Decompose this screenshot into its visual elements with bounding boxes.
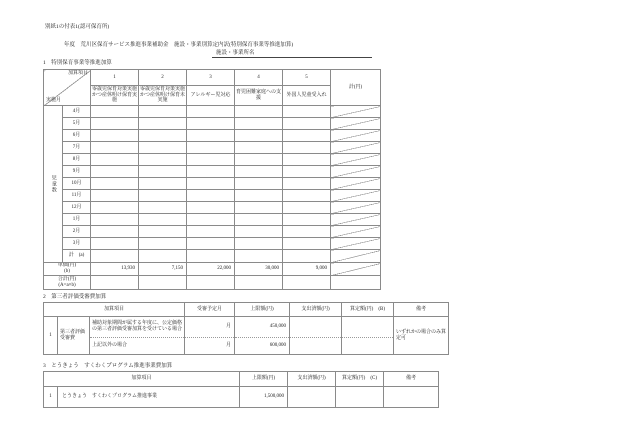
month-label-cell: 11月 xyxy=(63,190,91,202)
column-name-cell: 外国人児童受入れ xyxy=(283,86,331,106)
unit-price-sub: (b) xyxy=(64,269,70,274)
value-cell xyxy=(235,178,283,190)
note-header: 備考 xyxy=(384,372,439,387)
value-cell xyxy=(235,202,283,214)
month-row xyxy=(44,190,381,202)
subtotal-label-cell: 計 (a) xyxy=(63,250,91,263)
value-cell xyxy=(235,238,283,250)
value-cell xyxy=(91,130,139,142)
month-row xyxy=(44,118,381,130)
value-cell xyxy=(187,178,235,190)
grand-total-sub: (A=a×b) xyxy=(58,282,76,288)
value-cell xyxy=(91,142,139,154)
unit-price-value: 13,930 xyxy=(91,263,139,276)
row-group-label: 児童数 xyxy=(44,106,63,263)
value-cell xyxy=(331,276,381,290)
paid-value-cell xyxy=(290,317,342,338)
value-cell xyxy=(139,142,187,154)
value-cell xyxy=(283,166,331,178)
value-cell xyxy=(283,118,331,130)
paid-header: 支出済額(円) xyxy=(290,303,342,317)
value-cell xyxy=(139,202,187,214)
slash-cell xyxy=(331,238,381,250)
slash-cell xyxy=(331,106,381,118)
total-column-header: 計(円) xyxy=(331,70,381,106)
table-row xyxy=(44,317,449,338)
value-cell xyxy=(91,106,139,118)
value-cell xyxy=(187,118,235,130)
month-row xyxy=(44,142,381,154)
unit-price-value: 9,000 xyxy=(283,263,331,276)
corner-header-cell xyxy=(44,70,91,106)
column-number-cell: 3 xyxy=(187,70,235,86)
sukuwaku-table xyxy=(43,371,439,408)
value-cell xyxy=(283,178,331,190)
value-cell xyxy=(187,250,235,263)
value-cell xyxy=(139,154,187,166)
value-cell xyxy=(187,202,235,214)
value-cell xyxy=(187,226,235,238)
facility-name-underline xyxy=(212,46,372,58)
slash-cell xyxy=(331,178,381,190)
item-header: 加算項目 xyxy=(44,303,185,317)
column-number-cell: 4 xyxy=(235,70,283,86)
slash-cell xyxy=(331,154,381,166)
value-cell xyxy=(283,142,331,154)
value-cell xyxy=(187,142,235,154)
value-cell xyxy=(187,238,235,250)
month-label-cell: 9月 xyxy=(63,166,91,178)
value-cell xyxy=(235,142,283,154)
limit-header: 上限額(円) xyxy=(235,303,290,317)
calc-header: 算定額(円) (B) xyxy=(342,303,394,317)
month-label-cell: 8月 xyxy=(63,154,91,166)
value-cell xyxy=(187,166,235,178)
value-cell xyxy=(235,106,283,118)
limit-value-cell: 450,000 xyxy=(235,317,290,338)
condition-cell: 上記以外の場合 xyxy=(90,338,185,355)
value-cell xyxy=(139,166,187,178)
calc-value-cell xyxy=(336,387,384,408)
value-cell xyxy=(91,190,139,202)
value-cell xyxy=(187,214,235,226)
item-header: 加算項目 xyxy=(44,372,240,387)
unit-price-value: 22,000 xyxy=(187,263,235,276)
unit-price-label: 単価(円) xyxy=(57,263,77,269)
paid-value-cell xyxy=(290,338,342,355)
value-cell xyxy=(235,130,283,142)
slash-cell xyxy=(331,214,381,226)
value-cell xyxy=(283,214,331,226)
slash-cell xyxy=(331,226,381,238)
value-cell xyxy=(91,250,139,263)
month-row xyxy=(44,166,381,178)
value-cell xyxy=(139,276,187,290)
month-label-cell: 10月 xyxy=(63,178,91,190)
value-cell xyxy=(235,250,283,263)
value-cell xyxy=(139,190,187,202)
month-row xyxy=(44,106,381,118)
month-label-cell: 7月 xyxy=(63,142,91,154)
value-cell xyxy=(283,190,331,202)
unit-price-label-cell xyxy=(44,263,91,276)
value-cell xyxy=(187,154,235,166)
value-cell xyxy=(139,250,187,263)
value-cell xyxy=(283,202,331,214)
value-cell xyxy=(91,276,139,290)
grand-total-label: 合計(円) xyxy=(57,276,77,282)
month-label-cell: 6月 xyxy=(63,130,91,142)
column-name-cell: アレルギー児対応 xyxy=(187,86,235,106)
month-label-cell: 2月 xyxy=(63,226,91,238)
value-cell xyxy=(139,226,187,238)
form-title: 年度 荒川区保育サービス推進事業補助金 施設・事業別算定内訳(特別保育事業等推進加算) xyxy=(64,42,294,48)
table-row xyxy=(44,387,439,408)
value-cell xyxy=(139,118,187,130)
grand-total-row xyxy=(44,276,381,290)
calc-value-cell xyxy=(342,317,394,338)
slash-cell xyxy=(331,202,381,214)
value-cell xyxy=(283,238,331,250)
unit-price-value: 7,150 xyxy=(139,263,187,276)
doc-label: 別紙1の付表1(認可保育所) xyxy=(45,24,110,30)
value-cell xyxy=(91,166,139,178)
month-row xyxy=(44,202,381,214)
row-number-cell: 1 xyxy=(44,387,58,408)
value-cell xyxy=(283,130,331,142)
value-cell xyxy=(91,214,139,226)
value-cell xyxy=(91,202,139,214)
column-number-cell: 5 xyxy=(283,70,331,86)
slash-cell xyxy=(331,142,381,154)
value-cell xyxy=(235,190,283,202)
value-cell xyxy=(187,106,235,118)
month-row xyxy=(44,238,381,250)
value-cell xyxy=(91,154,139,166)
planned-month-cell: 月 xyxy=(185,317,235,338)
value-cell xyxy=(235,226,283,238)
limit-value-cell: 600,000 xyxy=(235,338,290,355)
facility-name-label: 施設・事業所名 xyxy=(216,50,255,57)
section-2-heading: 2 第三者評価受審費加算 xyxy=(43,294,107,300)
value-cell xyxy=(139,238,187,250)
slash-cell xyxy=(331,166,381,178)
value-cell xyxy=(235,118,283,130)
value-cell xyxy=(235,166,283,178)
value-cell xyxy=(187,276,235,290)
note-cell: いずれかの場合のみ算定可 xyxy=(394,317,449,355)
planned-month-cell: 月 xyxy=(185,338,235,355)
month-row xyxy=(44,130,381,142)
slash-cell xyxy=(331,190,381,202)
category-cell: 第三者評価受審費 xyxy=(58,317,90,355)
month-label-cell: 1月 xyxy=(63,214,91,226)
value-cell xyxy=(91,238,139,250)
slash-cell xyxy=(331,263,381,276)
month-row xyxy=(44,226,381,238)
value-cell xyxy=(139,178,187,190)
value-cell xyxy=(139,214,187,226)
value-cell xyxy=(139,106,187,118)
section-3-heading: 3 とうきょう すくわくプログラム推進事業費加算 xyxy=(43,363,173,369)
planned-month-header: 受審予定月 xyxy=(185,303,235,317)
value-cell xyxy=(187,190,235,202)
unit-price-row xyxy=(44,263,381,276)
limit-value-cell: 1,500,000 xyxy=(240,387,288,408)
column-name-cell: 育児困難家庭への支援 xyxy=(235,86,283,106)
condition-cell: 補助対象期間が属する年度に、公定価格の第三者評価受審加算を受けている場合 xyxy=(90,317,185,338)
section-1-heading: 1 特別保育事業等推進加算 xyxy=(43,60,112,66)
value-cell xyxy=(235,214,283,226)
month-label-cell: 12月 xyxy=(63,202,91,214)
value-cell xyxy=(235,154,283,166)
program-name-cell: とうきょう すくわくプログラム推進事業 xyxy=(58,387,240,408)
value-cell xyxy=(187,130,235,142)
value-cell xyxy=(283,154,331,166)
column-number-cell: 2 xyxy=(139,70,187,86)
value-cell xyxy=(91,178,139,190)
value-cell xyxy=(283,276,331,290)
note-cell xyxy=(384,387,439,408)
calc-value-cell xyxy=(342,338,394,355)
slash-cell xyxy=(331,250,381,263)
value-cell xyxy=(283,250,331,263)
calc-header: 算定額(円) (C) xyxy=(336,372,384,387)
month-label-cell: 3月 xyxy=(63,238,91,250)
paid-value-cell xyxy=(288,387,336,408)
third-party-eval-table xyxy=(43,302,449,355)
month-label-cell: 5月 xyxy=(63,118,91,130)
special-care-table xyxy=(43,69,381,290)
slash-cell xyxy=(331,130,381,142)
grand-total-label-cell xyxy=(44,276,91,290)
month-row xyxy=(44,154,381,166)
unit-price-value: 30,000 xyxy=(235,263,283,276)
row-number-cell: 1 xyxy=(44,317,58,355)
value-cell xyxy=(283,106,331,118)
value-cell xyxy=(91,118,139,130)
table-row xyxy=(44,338,449,355)
column-name-cell: 零歳児保育対策実施かつ産休明け保育実施 xyxy=(91,86,139,106)
column-number-cell: 1 xyxy=(91,70,139,86)
value-cell xyxy=(235,276,283,290)
column-name-cell: 零歳児保育対策実施かつ産休明け保育未実施 xyxy=(139,86,187,106)
limit-header: 上限額(円) xyxy=(240,372,288,387)
value-cell xyxy=(283,226,331,238)
corner-top-label: 加算項目 xyxy=(67,71,88,76)
month-row xyxy=(44,214,381,226)
paid-header: 支出済額(円) xyxy=(288,372,336,387)
value-cell xyxy=(139,130,187,142)
corner-bottom-label: 実施月 xyxy=(46,98,62,104)
month-label-cell: 4月 xyxy=(63,106,91,118)
month-row xyxy=(44,178,381,190)
slash-cell xyxy=(331,118,381,130)
note-header: 備考 xyxy=(394,303,449,317)
value-cell xyxy=(91,226,139,238)
subtotal-row xyxy=(44,250,381,263)
